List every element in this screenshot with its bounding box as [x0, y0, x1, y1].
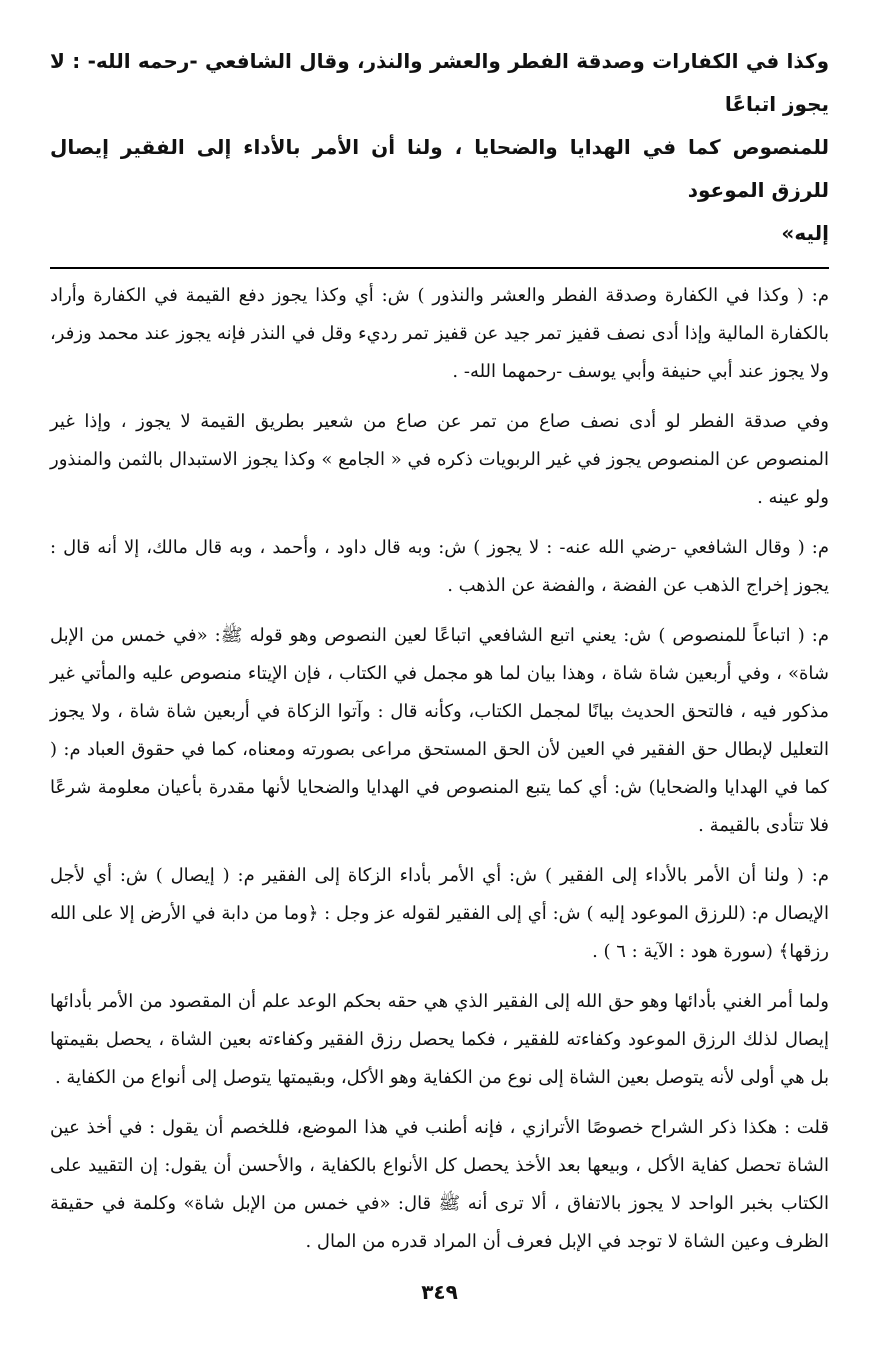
commentary-paragraph: م: ( وقال الشافعي -رضي الله عنه- : لا يجوز ) ش: وبه قال داود ، وأحمد ، وبه قال مالك، إلا أنه قال : يجوز إخراج الذهب عن الفضة ، والفضة عن الذهب . [50, 537, 829, 596]
matn-line-2: للمنصوص كما في الهدايا والضحايا ، ولنا أن الأمر بالأداء إلى الفقير إيصال للرزق الموعود [50, 135, 829, 202]
separator-rule [50, 267, 829, 269]
page-number: ٣٤٩ [421, 1280, 458, 1304]
commentary-paragraph: م: ( وكذا في الكفارة وصدقة الفطر والعشر والنذور ) ش: أي وكذا يجوز دفع القيمة في الكفارة وأراد بالكفارة المالية وإذا أدى نصف قفيز تمر جيد عن قفيز تمر رديء وقل في النذر فإنه يجوز عند محمد وزفر، ولا يجوز عند أبي حنيفة وأبي يوسف -رحمهما الله- . [50, 285, 829, 382]
matn-line-1: وكذا في الكفارات وصدقة الفطر والعشر والنذر، وقال الشافعي -رحمه الله- : لا يجوز اتباعًا [50, 49, 829, 116]
commentary-paragraph: م: ( اتباعاً للمنصوص ) ش: يعني اتبع الشافعي اتباعًا لعين النصوص وهو قوله ﷺ: «في خمس من الإبل شاة» ، وفي أربعين شاة شاة ، وهذا بيان لما هو مجمل في الكتاب ، فإن الإيتاء منصوص عليه والمأتي غير مذكور فيه ، فالتحق الحديث بيانًا لمجمل الكتاب، وكأنه قال : وآتوا الزكاة في أربعين شاة شاة ، ولا يجوز التعليل لإبطال حق الفقير في العين لأن الحق المستحق مراعى بصورته ومعناه، كما في حقوق العباد م: ( كما في الهدايا والضحايا) ش: أي كما يتبع المنصوص في الهدايا والضحايا لأنها مقدرة بأعيان معلومة شرعًا فلا تتأدى بالقيمة . [50, 625, 829, 836]
commentary-paragraph: ولما أمر الغني بأدائها وهو حق الله إلى الفقير الذي هي حقه بحكم الوعد علم أن المقصود من الأمر بأدائها إيصال لذلك الرزق الموعود وكفاءته للفقير ، فكما يحصل رزق الفقير وكفاءته بعين الشاة ، يحصل بقيمتها بل هي أولى لأنه يتوصل بعين الشاة إلى نوع من الكفاية وهو الأكل، وبقيمتها يتوصل إلى أنواع من الكفاية . [50, 991, 830, 1088]
commentary-paragraph: م: ( ولنا أن الأمر بالأداء إلى الفقير ) ش: أي الأمر بأداء الزكاة إلى الفقير م: ( إيصال ) ش: أي لأجل الإيصال م: (للرزق الموعود إليه ) ش: أي إلى الفقير لقوله عز وجل : ﴿وما من دابة في الأرض إلا على الله رزقها﴾ (سورة هود : الآية : ٦ ) . [50, 865, 829, 962]
matn-block [50, 40, 829, 255]
commentary-block [50, 277, 829, 1261]
matn-line-3: إليه» [781, 221, 829, 245]
commentary-paragraph: قلت : هكذا ذكر الشراح خصوصًا الأترازي ، فإنه أطنب في هذا الموضع، فللخصم أن يقول : في أخذ عين الشاة تحصل كفاية الأكل ، وبيعها بعد الأخذ يحصل كل الأنواع بالكفاية ، والأحسن أن يقول: إن التقييد على الكتاب بخبر الواحد لا يجوز بالاتفاق ، ألا ترى أنه ﷺ قال: «في خمس من الإبل شاة» وكلمة في حقيقة الظرف وعين الشاة لا توجد في الإبل فعرف أن المراد قدره من المال . [50, 1117, 829, 1252]
commentary-paragraph: وفي صدقة الفطر لو أدى نصف صاع من تمر عن صاع من شعير بطريق القيمة لا يجوز ، وإذا غير المنصوص عن المنصوص يجوز في غير الربويات ذكره في « الجامع » وكذا يجوز الاستبدال بالثمن والمنذور ولو عينه . [50, 411, 829, 508]
